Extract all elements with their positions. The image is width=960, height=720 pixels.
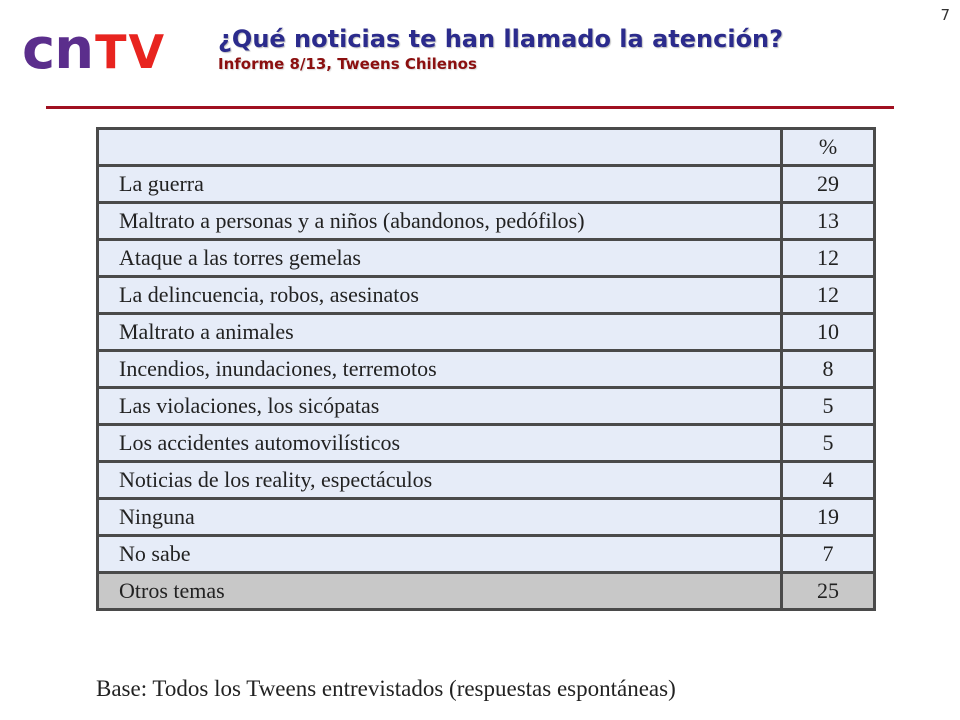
table-row [98, 536, 875, 573]
table-row [98, 277, 875, 314]
header-divider [46, 106, 894, 109]
category-label: La delincuencia, robos, asesinatos [98, 277, 782, 314]
value-label: 29 [782, 166, 875, 203]
news-table [96, 127, 876, 611]
table-row [98, 462, 875, 499]
value-label: 7 [782, 536, 875, 573]
header [218, 24, 783, 74]
category-label: La guerra [98, 166, 782, 203]
category-label: Ataque a las torres gemelas [98, 240, 782, 277]
category-label: Incendios, inundaciones, terremotos [98, 351, 782, 388]
value-label: 10 [782, 314, 875, 351]
category-label: Maltrato a personas y a niños (abandonos, pedófilos) [98, 203, 782, 240]
category-label: Ninguna [98, 499, 782, 536]
table-header-row [98, 129, 875, 166]
table-body [98, 166, 875, 610]
value-label: 12 [782, 240, 875, 277]
category-label: Las violaciones, los sicópatas [98, 388, 782, 425]
value-label: 5 [782, 388, 875, 425]
table-row [98, 240, 875, 277]
table-row [98, 351, 875, 388]
value-label: 8 [782, 351, 875, 388]
table-row [98, 388, 875, 425]
category-label: Otros temas [98, 573, 782, 610]
table-row [98, 203, 875, 240]
table-row [98, 314, 875, 351]
slide-title: ¿Qué noticias te han llamado la atención? [218, 25, 784, 53]
base-footnote: Base: Todos los Tweens entrevistados (respuestas espontáneas) [96, 676, 676, 701]
table-row [98, 425, 875, 462]
category-label: Los accidentes automovilísticos [98, 425, 782, 462]
logo-tv-text: TV [95, 25, 167, 79]
value-label: 5 [782, 425, 875, 462]
category-label: Maltrato a animales [98, 314, 782, 351]
table-row [98, 573, 875, 610]
value-label: 19 [782, 499, 875, 536]
value-label: 25 [782, 573, 875, 610]
percent-header-cell: % [782, 129, 875, 166]
table-row [98, 166, 875, 203]
table-row [98, 499, 875, 536]
logo-cn-text: cn [22, 17, 94, 82]
category-header-cell [98, 129, 782, 166]
value-label: 13 [782, 203, 875, 240]
value-label: 4 [782, 462, 875, 499]
cntv-logo [22, 17, 167, 82]
value-label: 12 [782, 277, 875, 314]
category-label: Noticias de los reality, espectáculos [98, 462, 782, 499]
category-label: No sabe [98, 536, 782, 573]
slide-subtitle: Informe 8/13, Tweens Chilenos [218, 55, 477, 73]
page-number: 7 [940, 6, 950, 24]
